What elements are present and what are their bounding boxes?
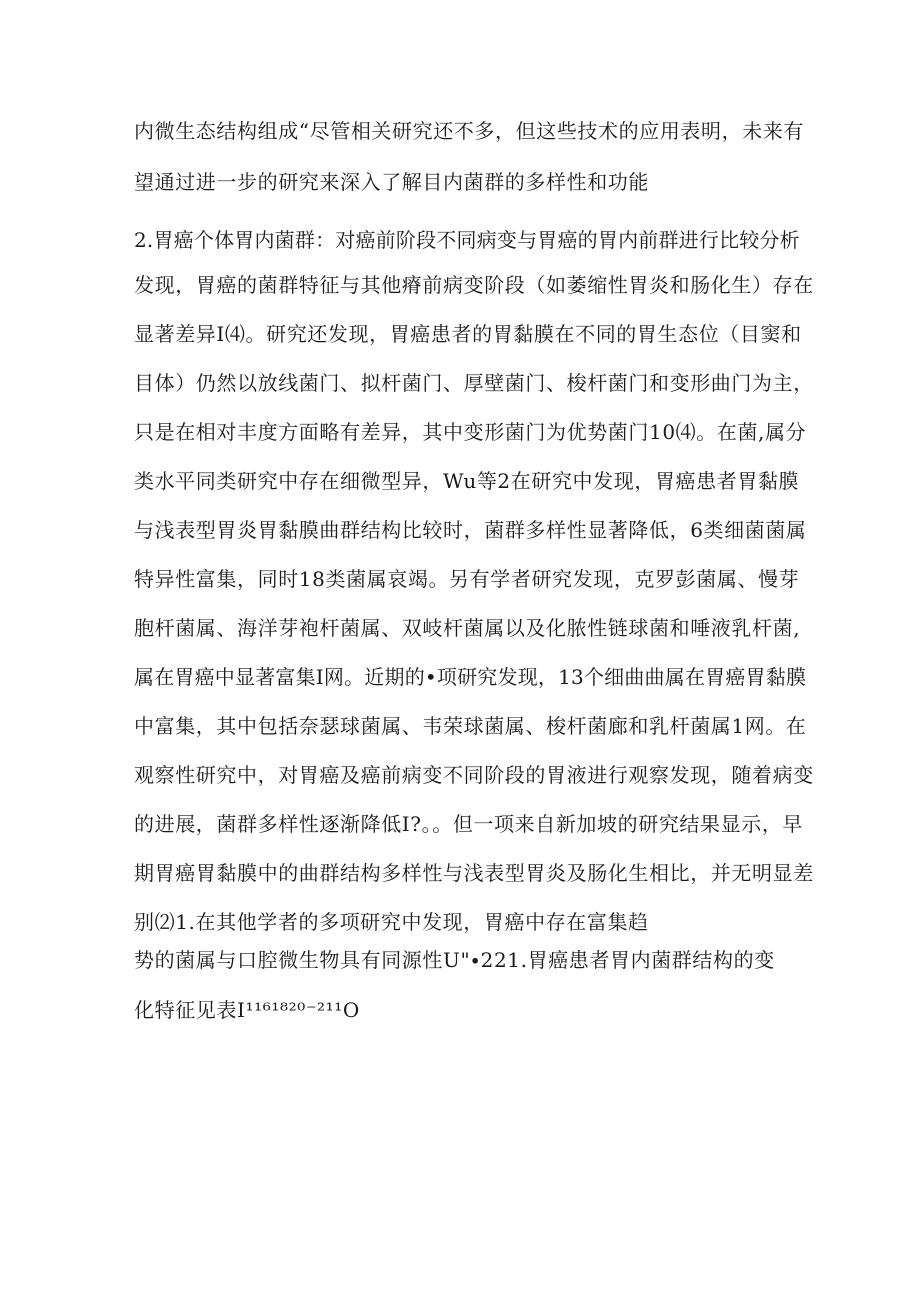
paragraph-1-line-1: 内微生态结构组成“尽管相关研究还不多，但这些技术的应用表明，未来有 [134, 119, 805, 143]
paragraph-2-line-12: 观察性研究中，对胃癌及癌前病变不同阶段的胃液进行观察发现，随着病变 [134, 763, 814, 787]
paragraph-2-line-9: 胞杆菌属、海洋芽袍杆菌属、双岐杆菌属以及化脓性链球菌和唾液乳杆菌, [134, 616, 801, 640]
paragraph-2-line-2: 发现，胃癌的菌群特征与其他瘠前病变阶段（如萎缩性胃炎和肠化生）存在 [134, 273, 814, 297]
paragraph-2-line-15: 别⑵1.在其他学者的多项研究中发现，胃癌中存在富集趋 [134, 910, 649, 934]
paragraph-2-line-1: 2.胃癌个体胃内菌群：对癌前阶段不同病变与胃癌的胃内前群进行比较分析 [134, 228, 800, 252]
paragraph-2-line-14: 期胃癌胃黏膜中的曲群结构多样性与浅表型胃炎及肠化生相比，并无明显差 [134, 861, 814, 885]
paragraph-2-line-17: 化特征见表I¹¹⁶¹⁸²⁰⁻²¹¹O [134, 998, 360, 1022]
paragraph-1-line-2: 望通过进一步的研究来深入了解目内菌群的多样性和功能 [134, 170, 649, 194]
paragraph-2-line-7: 与浅表型胃炎胃黏膜曲群结构比较时，菌群多样性显著降低，6类细菌菌属 [134, 518, 807, 542]
paragraph-2-line-8: 特异性富集，同时18类菌属哀竭。另有学者研究发现，克罗彭菌属、慢芽 [134, 567, 800, 591]
paragraph-2-line-16: 势的菌属与口腔微生物具有同源性U"∙221.胃癌患者胃内菌群结构的变 [134, 948, 775, 972]
paragraph-2-line-10: 属在胃癌中显著富集I网。近期的•项研究发现，13个细曲曲属在胃癌胃黏膜 [134, 665, 807, 689]
paragraph-2-line-4: 目体）仍然以放线菌门、拟杆菌门、厚壁菌门、梭杆菌门和变形曲门为主， [134, 371, 814, 395]
paragraph-2-line-5: 只是在相对丰度方面略有差异，其中变形菌门为优势菌门10⑷。在菌,属分 [134, 420, 807, 444]
paragraph-2-line-13: 的进展，菌群多样性逐渐降低I?。。但一项来自新加坡的研究结果显示，早 [134, 812, 804, 836]
paragraph-2-line-6: 类水平同类研究中存在细微型异，Wu等2在研究中发现，胃癌患者胃黏膜 [134, 469, 800, 493]
paragraph-2-line-3: 显著差异I⑷。研究还发现，胃癌患者的胃黏膜在不同的胃生态位（目窦和 [134, 322, 802, 346]
paragraph-2-line-11: 中富集，其中包括奈瑟球菌属、韦荣球菌属、梭杆菌廊和乳杆菌属1网。在 [134, 714, 807, 738]
